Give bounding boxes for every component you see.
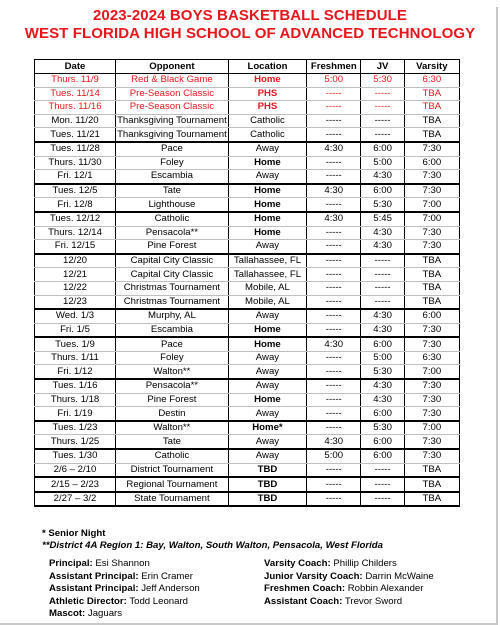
jv-time: ----- bbox=[361, 128, 404, 142]
jv-time: 4:30 bbox=[361, 226, 404, 240]
freshmen-time: ----- bbox=[307, 170, 361, 184]
game-date: 12/21 bbox=[35, 268, 116, 282]
staff-name: Phillip Childers bbox=[333, 558, 397, 569]
location: Away bbox=[228, 365, 306, 379]
game-date: Fri. 12/15 bbox=[35, 240, 116, 254]
game-date: Tues. 12/12 bbox=[35, 212, 116, 226]
location: Away bbox=[228, 170, 306, 184]
opponent: Red & Black Game bbox=[116, 74, 229, 88]
varsity-time: TBA bbox=[404, 463, 459, 477]
varsity-time: 7:00 bbox=[404, 421, 459, 435]
freshmen-time: ----- bbox=[307, 393, 361, 407]
varsity-time: 7:30 bbox=[404, 142, 459, 156]
senior-night-note: * Senior Night bbox=[42, 528, 106, 539]
district-note: **District 4A Region 1: Bay, Walton, South Walton, Pensacola, West Florida bbox=[42, 540, 383, 551]
game-date: Thurs. 11/9 bbox=[35, 74, 116, 88]
location: Catholic bbox=[228, 114, 306, 128]
location: Home bbox=[228, 156, 306, 170]
freshmen-time: ----- bbox=[307, 492, 361, 507]
table-row bbox=[35, 492, 460, 507]
table-row bbox=[35, 170, 460, 184]
game-date: Fri. 1/5 bbox=[35, 323, 116, 337]
staff-name: Erin Cramer bbox=[141, 570, 193, 582]
staff-role: Varsity Coach: bbox=[264, 558, 331, 569]
location: TBD bbox=[228, 463, 306, 477]
table-row bbox=[35, 477, 460, 492]
freshmen-time: ----- bbox=[307, 477, 361, 492]
jv-time: 4:30 bbox=[361, 323, 404, 337]
varsity-time: 7:30 bbox=[404, 393, 459, 407]
varsity-time: 7:30 bbox=[404, 226, 459, 240]
jv-time: 6:00 bbox=[361, 449, 404, 463]
staff-right bbox=[264, 558, 434, 608]
opponent: Foley bbox=[116, 156, 229, 170]
schedule-title: 2023-2024 BOYS BASKETBALL SCHEDULE bbox=[92, 7, 408, 24]
opponent: Thanksgiving Tournament bbox=[117, 115, 227, 127]
staff-entry bbox=[49, 558, 200, 571]
varsity-time: 7:00 bbox=[404, 198, 459, 212]
game-date: Tues. 1/23 bbox=[35, 421, 116, 435]
staff-name: Robbin Alexander bbox=[347, 583, 424, 595]
table-row bbox=[35, 449, 460, 463]
table-row bbox=[35, 156, 460, 170]
location: Away bbox=[228, 240, 306, 254]
staff-entry bbox=[49, 596, 200, 609]
varsity-time: TBA bbox=[404, 281, 459, 295]
freshmen-time: ----- bbox=[307, 421, 361, 435]
jv-time: ----- bbox=[361, 268, 404, 282]
opponent: State Tournament bbox=[116, 492, 229, 507]
opponent: Pace bbox=[116, 142, 229, 156]
table-row bbox=[35, 323, 460, 337]
staff-entry bbox=[264, 596, 434, 609]
opponent: District Tournament bbox=[116, 463, 229, 477]
game-date: Thurs. 11/16 bbox=[35, 101, 116, 115]
opponent: Destin bbox=[116, 407, 229, 421]
jv-time: ----- bbox=[361, 114, 404, 128]
varsity-time: TBA bbox=[404, 114, 459, 128]
jv-time: ----- bbox=[361, 281, 404, 295]
jv-time: 5:30 bbox=[361, 421, 404, 435]
opponent: Pine Forest bbox=[116, 240, 229, 254]
table-row bbox=[35, 351, 460, 365]
location: TBD bbox=[228, 477, 306, 492]
freshmen-time: ----- bbox=[307, 365, 361, 379]
jv-time: 6:00 bbox=[361, 142, 404, 156]
location: Away bbox=[228, 449, 306, 463]
table-row bbox=[35, 309, 460, 323]
varsity-time: TBA bbox=[404, 101, 459, 115]
jv-time: ----- bbox=[361, 87, 404, 101]
location: Away bbox=[228, 379, 306, 393]
varsity-time: TBA bbox=[404, 268, 459, 282]
varsity-time: 7:30 bbox=[404, 337, 459, 351]
freshmen-time: 4:30 bbox=[307, 435, 361, 449]
jv-time: ----- bbox=[361, 463, 404, 477]
table-row bbox=[35, 365, 460, 379]
location: Home bbox=[228, 226, 306, 240]
freshmen-time: ----- bbox=[307, 379, 361, 393]
jv-time: 5:00 bbox=[361, 351, 404, 365]
table-row bbox=[35, 212, 460, 226]
location: PHS bbox=[228, 101, 306, 115]
table-row bbox=[35, 184, 460, 198]
staff-name: Esi Shannon bbox=[95, 558, 150, 569]
staff-name: Trevor Sword bbox=[344, 595, 403, 607]
game-date: Wed. 1/3 bbox=[35, 309, 116, 323]
jv-time: 5:30 bbox=[361, 365, 404, 379]
freshmen-time: 5:00 bbox=[307, 449, 361, 463]
table-row bbox=[35, 393, 460, 407]
jv-time: 4:30 bbox=[361, 393, 404, 407]
location: Home bbox=[228, 184, 306, 198]
staff-entry bbox=[49, 608, 200, 621]
varsity-time: 6:30 bbox=[404, 351, 459, 365]
staff-entry bbox=[264, 571, 434, 584]
staff-role: Junior Varsity Coach: bbox=[264, 570, 363, 582]
table-row bbox=[35, 295, 460, 309]
game-date: Thurs. 1/18 bbox=[35, 393, 116, 407]
game-date: Tues. 11/28 bbox=[35, 142, 116, 156]
game-date: Tues. 11/14 bbox=[35, 87, 116, 101]
game-date: 12/20 bbox=[35, 254, 116, 268]
staff-entry bbox=[264, 558, 434, 571]
header-location: Location bbox=[228, 60, 306, 74]
game-date: Thurs. 1/25 bbox=[35, 435, 116, 449]
jv-time: 5:30 bbox=[361, 74, 404, 88]
staff-name: Jaguars bbox=[87, 608, 123, 620]
header-freshmen: Freshmen bbox=[307, 60, 361, 74]
opponent: Capital City Classic bbox=[116, 254, 229, 268]
opponent: Tate bbox=[116, 435, 229, 449]
varsity-time: 7:30 bbox=[404, 184, 459, 198]
varsity-time: 7:30 bbox=[404, 240, 459, 254]
opponent: Capital City Classic bbox=[116, 268, 229, 282]
header-row bbox=[35, 60, 460, 74]
staff-name: Darrin McWaine bbox=[365, 570, 434, 582]
varsity-time: TBA bbox=[404, 128, 459, 142]
varsity-time: 7:30 bbox=[404, 170, 459, 184]
location: Home bbox=[228, 323, 306, 337]
staff-role: Assistant Coach: bbox=[264, 595, 343, 607]
freshmen-time: ----- bbox=[307, 198, 361, 212]
varsity-time: 6:00 bbox=[404, 156, 459, 170]
schedule-table bbox=[34, 59, 460, 507]
location: Home bbox=[228, 198, 306, 212]
game-date: Fri. 12/1 bbox=[35, 170, 116, 184]
game-date: Thurs. 1/11 bbox=[35, 351, 116, 365]
jv-time: 5:00 bbox=[361, 156, 404, 170]
table-row bbox=[35, 128, 460, 142]
varsity-time: 7:30 bbox=[404, 435, 459, 449]
freshmen-time: ----- bbox=[307, 156, 361, 170]
schedule-rows bbox=[35, 74, 460, 507]
table-row bbox=[35, 87, 460, 101]
opponent: Pensacola** bbox=[116, 379, 229, 393]
staff-role: Assistant Principal: bbox=[49, 570, 139, 582]
staff-entry bbox=[49, 583, 200, 596]
game-date: Mon. 11/20 bbox=[35, 114, 116, 128]
opponent: Catholic bbox=[116, 212, 229, 226]
location: TBD bbox=[228, 492, 306, 507]
freshmen-time: ----- bbox=[307, 254, 361, 268]
table-row bbox=[35, 379, 460, 393]
varsity-time: TBA bbox=[404, 492, 459, 507]
staff-name: Jeff Anderson bbox=[141, 583, 200, 595]
varsity-time: 6:30 bbox=[404, 74, 459, 88]
jv-time: 4:30 bbox=[361, 309, 404, 323]
staff-role: Assistant Principal: bbox=[49, 583, 139, 595]
varsity-time: TBA bbox=[404, 87, 459, 101]
location: Away bbox=[228, 309, 306, 323]
game-date: Tues. 12/5 bbox=[35, 184, 116, 198]
freshmen-time: ----- bbox=[307, 323, 361, 337]
location: Home bbox=[228, 212, 306, 226]
opponent: Pensacola** bbox=[116, 226, 229, 240]
opponent: Pre-Season Classic bbox=[116, 87, 229, 101]
staff-name: Todd Leonard bbox=[129, 595, 189, 607]
opponent: Walton** bbox=[116, 421, 229, 435]
location: Home* bbox=[228, 421, 306, 435]
table-row bbox=[35, 101, 460, 115]
staff-left bbox=[49, 558, 200, 621]
freshmen-time: ----- bbox=[307, 351, 361, 365]
game-date: Fri. 12/8 bbox=[35, 198, 116, 212]
staff-role: Freshmen Coach: bbox=[264, 583, 346, 595]
varsity-time: 7:30 bbox=[404, 449, 459, 463]
freshmen-time: ----- bbox=[307, 407, 361, 421]
jv-time: 5:45 bbox=[361, 212, 404, 226]
table-row bbox=[35, 337, 460, 351]
location: Tallahassee, FL bbox=[228, 268, 306, 282]
jv-time: 6:00 bbox=[361, 435, 404, 449]
school-name: WEST FLORIDA HIGH SCHOOL OF ADVANCED TECHNOLOGY bbox=[24, 25, 476, 42]
staff-role: Athletic Director: bbox=[49, 595, 127, 607]
jv-time: ----- bbox=[361, 295, 404, 309]
table-row bbox=[35, 74, 460, 88]
location: Catholic bbox=[228, 128, 306, 142]
freshmen-time: ----- bbox=[307, 226, 361, 240]
opponent: Murphy, AL bbox=[116, 309, 229, 323]
game-date: Fri. 1/12 bbox=[35, 365, 116, 379]
varsity-time: TBA bbox=[404, 477, 459, 492]
game-date: Fri. 1/19 bbox=[35, 407, 116, 421]
varsity-time: 6:00 bbox=[404, 309, 459, 323]
table-row bbox=[35, 114, 460, 128]
header-jv: JV bbox=[361, 60, 404, 74]
header-date: Date bbox=[35, 60, 116, 74]
varsity-time: 7:00 bbox=[404, 212, 459, 226]
jv-time: 5:30 bbox=[361, 198, 404, 212]
jv-time: 4:30 bbox=[361, 170, 404, 184]
freshmen-time: 4:30 bbox=[307, 184, 361, 198]
freshmen-time: ----- bbox=[307, 463, 361, 477]
varsity-time: 7:00 bbox=[404, 365, 459, 379]
freshmen-time: ----- bbox=[307, 101, 361, 115]
staff-entry bbox=[49, 571, 200, 584]
location: Home bbox=[228, 337, 306, 351]
jv-time: ----- bbox=[361, 101, 404, 115]
varsity-time: 7:30 bbox=[404, 407, 459, 421]
freshmen-time: ----- bbox=[307, 114, 361, 128]
opponent: Pine Forest bbox=[116, 393, 229, 407]
freshmen-time: ----- bbox=[307, 268, 361, 282]
location: Tallahassee, FL bbox=[228, 254, 306, 268]
table-row bbox=[35, 463, 460, 477]
freshmen-time: 4:30 bbox=[307, 142, 361, 156]
location: Away bbox=[228, 142, 306, 156]
game-date: 2/6 – 2/10 bbox=[35, 463, 116, 477]
freshmen-time: 4:30 bbox=[307, 212, 361, 226]
table-row bbox=[35, 226, 460, 240]
jv-time: 6:00 bbox=[361, 407, 404, 421]
game-date: 12/22 bbox=[35, 281, 116, 295]
staff-role: Mascot: bbox=[49, 608, 86, 620]
location: Mobile, AL bbox=[228, 281, 306, 295]
table-row bbox=[35, 407, 460, 421]
varsity-time: 7:30 bbox=[404, 323, 459, 337]
game-date: Tues. 1/30 bbox=[35, 449, 116, 463]
header-opponent: Opponent bbox=[116, 60, 229, 74]
varsity-time: 7:30 bbox=[404, 379, 459, 393]
location: Home bbox=[228, 74, 306, 88]
jv-time: 6:00 bbox=[361, 337, 404, 351]
opponent: Christmas Tournament bbox=[116, 281, 229, 295]
game-date: Tues. 11/21 bbox=[35, 128, 116, 142]
table-row bbox=[35, 435, 460, 449]
opponent: Catholic bbox=[116, 449, 229, 463]
freshmen-time: ----- bbox=[307, 128, 361, 142]
freshmen-time: ----- bbox=[307, 295, 361, 309]
opponent: Regional Tournament bbox=[116, 477, 229, 492]
jv-time: 6:00 bbox=[361, 184, 404, 198]
game-date: Tues. 1/16 bbox=[35, 379, 116, 393]
game-date: Thurs. 12/14 bbox=[35, 226, 116, 240]
opponent: Foley bbox=[116, 351, 229, 365]
jv-time: 4:30 bbox=[361, 240, 404, 254]
location: PHS bbox=[228, 87, 306, 101]
jv-time: 4:30 bbox=[361, 379, 404, 393]
notes bbox=[42, 528, 383, 552]
table-row bbox=[35, 254, 460, 268]
freshmen-time: ----- bbox=[307, 309, 361, 323]
location: Away bbox=[228, 407, 306, 421]
table-row bbox=[35, 421, 460, 435]
jv-time: ----- bbox=[361, 477, 404, 492]
game-date: Tues. 1/9 bbox=[35, 337, 116, 351]
game-date: 12/23 bbox=[35, 295, 116, 309]
opponent: Escambia bbox=[116, 323, 229, 337]
opponent: Tate bbox=[116, 184, 229, 198]
table-row bbox=[35, 142, 460, 156]
freshmen-time: 4:30 bbox=[307, 337, 361, 351]
location: Away bbox=[228, 435, 306, 449]
table-row bbox=[35, 240, 460, 254]
staff-entry bbox=[264, 583, 434, 596]
opponent: Escambia bbox=[116, 170, 229, 184]
freshmen-time: ----- bbox=[307, 240, 361, 254]
staff-role: Principal: bbox=[49, 558, 93, 569]
table-row bbox=[35, 281, 460, 295]
freshmen-time: 5:00 bbox=[307, 74, 361, 88]
freshmen-time: ----- bbox=[307, 87, 361, 101]
opponent: Thanksgiving Tournament bbox=[116, 128, 229, 142]
opponent: Christmas Tournament bbox=[116, 295, 229, 309]
jv-time: ----- bbox=[361, 492, 404, 507]
opponent: Walton** bbox=[116, 365, 229, 379]
varsity-time: TBA bbox=[404, 254, 459, 268]
location: Home bbox=[228, 393, 306, 407]
opponent: Pre-Season Classic bbox=[116, 101, 229, 115]
header-varsity: Varsity bbox=[404, 60, 459, 74]
table-row bbox=[35, 268, 460, 282]
game-date: 2/27 – 3/2 bbox=[35, 492, 116, 507]
opponent: Pace bbox=[116, 337, 229, 351]
freshmen-time: ----- bbox=[307, 281, 361, 295]
opponent: Lighthouse bbox=[116, 198, 229, 212]
jv-time: ----- bbox=[361, 254, 404, 268]
table-row bbox=[35, 198, 460, 212]
game-date: Thurs. 11/30 bbox=[35, 156, 116, 170]
location: Mobile, AL bbox=[228, 295, 306, 309]
location: Away bbox=[228, 351, 306, 365]
varsity-time: TBA bbox=[404, 295, 459, 309]
game-date: 2/15 – 2/23 bbox=[35, 477, 116, 492]
